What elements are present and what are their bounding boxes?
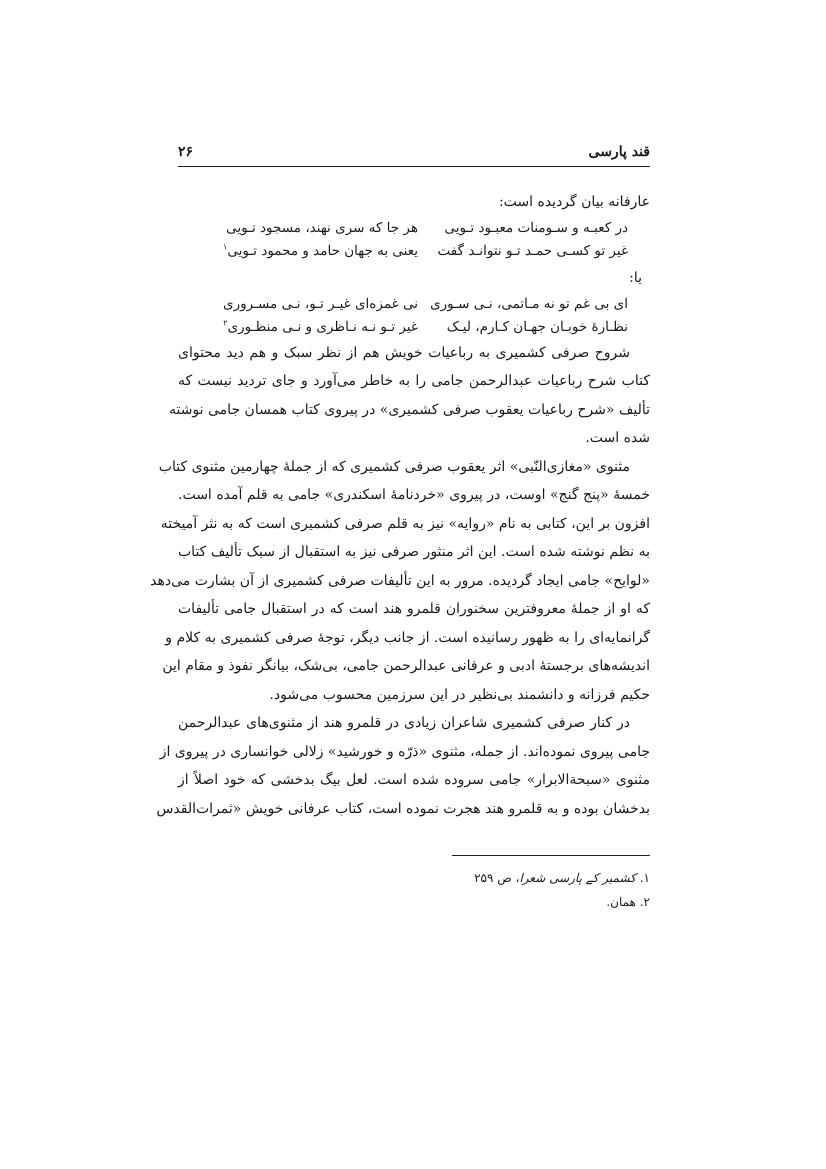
- text-line: کتاب شرح رباعیات عبدالرحمن جامی را به خاطر می‌آورد و جای تردید نیست که: [178, 373, 650, 389]
- paragraph: [150, 453, 650, 710]
- text-line: شروح صرفی کشمیری به رباعیات خویش هم از نظر سبک و هم دید محتوای: [178, 344, 630, 361]
- hemistich-text: غیر تـو نـه نـاظری و نـی منظـوری: [227, 318, 418, 335]
- intro-line: عارفانه بیان گردیده است:: [498, 194, 650, 210]
- footnote-number: ۲.: [639, 895, 650, 909]
- hemistich-first: نظـارهٔ خوبـان جهـان کـارم، لیـک: [446, 318, 628, 335]
- paragraph: [168, 339, 650, 453]
- running-title: قند پارسی: [588, 144, 650, 160]
- poem-couplet: [178, 217, 650, 240]
- hemistich-second: [208, 316, 418, 339]
- text-line: بدخشان بوده و به قلمرو هند هجرت نموده است، کتاب عرفانی خویش «ثمرات‌القدس: [156, 800, 650, 817]
- footnote-ref: ۲: [223, 318, 228, 327]
- text-line: مثنوی «سبحةالابرار» جامی سروده شده است. لعل بیگ بدخشی که خود اصلاً از: [178, 772, 650, 788]
- text-line: گرانمایه‌ای را به ظهور رسانیده است. از جانب دیگر، توجهٔ صرفی کشمیری به کلام و: [165, 629, 650, 646]
- text-line: به نظم نوشته شده است. این اثر منثور صرفی نیز به استقبال از سبک تألیف کتاب: [178, 544, 650, 560]
- body-text: [150, 188, 650, 823]
- or-marker: یا:: [629, 269, 642, 286]
- text-line: جامی پیروی نموده‌اند. از جمله، مثنوی «ذرّه و خورشید» زلالی خوانساری در پیروی از: [159, 743, 650, 760]
- page-number: ۲۶: [178, 144, 194, 160]
- text-line: حکیم فرزانه و دانشمند بی‌نظیر در این سرزمین محسوب می‌شود.: [269, 686, 650, 703]
- text-line: مثنوی «مغازی‌النّبی» اثر یعقوب صرفی کشمیری که از جملهٔ چهارمین مثنوی کتاب: [158, 458, 630, 475]
- text-line: تألیف «شرح رباعیات یعقوب صرفی کشمیری» در پیروی کتاب همسان جامی نوشته: [168, 401, 650, 418]
- hemistich-second: [208, 240, 418, 263]
- text-line: در کنار صرفی کشمیری شاعران زیادی در قلمرو هند از مثنوی‌های عبدالرحمن: [178, 715, 630, 731]
- poem-couplet: [178, 293, 650, 316]
- text-line: خمسهٔ «پنج گنج» اوست، در پیروی «خردنامهٔ اسکندری» جامی به قلم آمده است.: [178, 487, 650, 503]
- hemistich-first: غیر تو کسـی حمـد تـو نتوانـد گفت: [437, 242, 628, 259]
- hemistich-second: نی غمزه‌ای غیـر تـو، نـی مسـروری: [223, 295, 418, 312]
- poem-quatrain-1: [178, 217, 650, 263]
- footnote-ref: ۱: [223, 242, 228, 251]
- text-line: افزون بر این، کتابی به نام «روایه» نیز به قلم صرفی کشمیری است که به نثر آمیخته: [160, 515, 650, 532]
- poem-couplet: [178, 240, 650, 263]
- footnote-text: ، ص ۲۵۹: [474, 871, 520, 885]
- paragraph: [156, 709, 650, 823]
- footnote-number: ۱.: [639, 871, 650, 885]
- text-line: اندیشه‌های برجستهٔ ادبی و عرفانی عبدالرحمن جامی، بی‌شک، بیانگر نفوذ و مقام این: [162, 658, 650, 674]
- text-line: که او از جملهٔ معروفترین سخنوران قلمرو هند است که در استقبال جامی تألیفات: [178, 601, 650, 617]
- text-line: شده است.: [585, 430, 650, 446]
- footnote-source: کشمیر کے پارسی شعرا: [519, 871, 636, 885]
- text-line: «لوایح» جامی ایجاد گردیده. مرور به این تألیفات صرفی کشمیری از آن بشارت می‌دهد: [150, 572, 650, 589]
- hemistich-first: ای بی غم تو نه مـاتمی، نـی سـوری: [430, 295, 628, 312]
- footnote-2: [178, 890, 650, 914]
- poem-couplet: [178, 316, 650, 339]
- hemistich-first: در کعبـه و سـومنات معبـود تـویی: [444, 219, 628, 236]
- poem-quatrain-2: [178, 293, 650, 339]
- footnote-text: همان.: [606, 895, 636, 909]
- page-header: [178, 142, 650, 167]
- hemistich-second: هر جا که سری نهند، مسجود تـویی: [226, 219, 418, 236]
- footnotes: [178, 866, 650, 914]
- footnote-1: [178, 866, 650, 890]
- footnote-divider: [452, 855, 650, 856]
- hemistich-text: یعنی به جهان حامد و محمود تـویی: [227, 242, 418, 259]
